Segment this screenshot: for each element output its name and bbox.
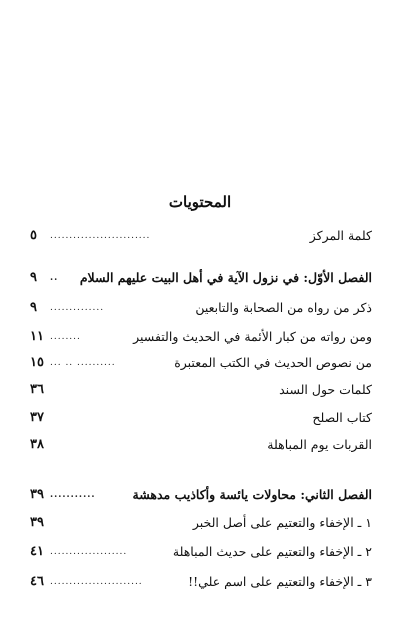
toc-entry[interactable] [30, 378, 372, 400]
toc-page-number: ٥ [30, 227, 37, 243]
dot-leader: .......................... [50, 231, 151, 241]
toc-entry-label: كتاب الصلح [312, 409, 372, 425]
contents-heading: المحتويات [168, 193, 232, 211]
toc-page-number: ٣٩ [30, 486, 44, 502]
toc-page-number: ٣٨ [30, 436, 44, 452]
toc-entry-chapter-2[interactable] [30, 483, 372, 505]
dot-leader: ........ [50, 332, 81, 342]
toc-entry[interactable] [30, 511, 372, 533]
toc-entry[interactable] [30, 540, 372, 562]
dot-leader: .................... [50, 547, 128, 557]
toc-entry[interactable] [30, 296, 372, 318]
toc-entry[interactable] [30, 351, 372, 373]
toc-entry-label: الفصل الثاني: محاولات يائسة وأكاذيب مدهشة [132, 486, 372, 502]
toc-entry-label: من نصوص الحديث في الكتب المعتبرة [174, 354, 372, 370]
dot-leader: .............. [50, 303, 105, 313]
toc-page-number: ٣٩ [30, 514, 44, 530]
toc-entry-label: ومن رواته من كبار الأئمة في الحديث والتفسير [133, 328, 372, 344]
toc-entry-label: ١ ـ الإخفاء والتعتيم على أصل الخبر [192, 514, 372, 530]
toc-page-number: ١٥ [30, 354, 44, 370]
toc-page-number: ٤٦ [30, 573, 44, 589]
dot-leader: .. [50, 273, 59, 283]
toc-entry-label: كلمة المركز [309, 227, 372, 243]
toc-entry-label: الفصل الأوّل: في نزول الآية في أهل البيت عليهم السلام [79, 269, 372, 285]
toc-entry-label: ٢ ـ الإخفاء والتعتيم على حديث المباهلة [172, 543, 372, 559]
toc-page-number: ٣٦ [30, 381, 44, 397]
dot-leader: ........... [50, 490, 96, 500]
toc-entry[interactable] [30, 433, 372, 455]
toc-entry[interactable] [30, 570, 372, 592]
toc-entry[interactable] [30, 406, 372, 428]
dot-leader: ........................ [50, 577, 143, 587]
dot-leader: ... .. .......... [50, 358, 116, 368]
toc-entry-label: كلمات حول السند [279, 381, 372, 397]
toc-page-number: ١١ [30, 328, 44, 344]
toc-page-number: ٩ [30, 269, 37, 285]
toc-entry-center-word[interactable] [30, 224, 372, 246]
toc-entry[interactable] [30, 325, 372, 347]
toc-entry-label: القربات يوم المباهلة [267, 436, 372, 452]
toc-page-number: ٩ [30, 299, 37, 315]
toc-entry-chapter-1[interactable] [30, 266, 372, 288]
toc-page-number: ٤١ [30, 543, 44, 559]
toc-entry-label: ذكر من رواه من الصحابة والتابعين [195, 299, 372, 315]
toc-entry-label: ٣ ـ الإخفاء والتعتيم على اسم علي!! [188, 573, 372, 589]
toc-page-number: ٣٧ [30, 409, 44, 425]
